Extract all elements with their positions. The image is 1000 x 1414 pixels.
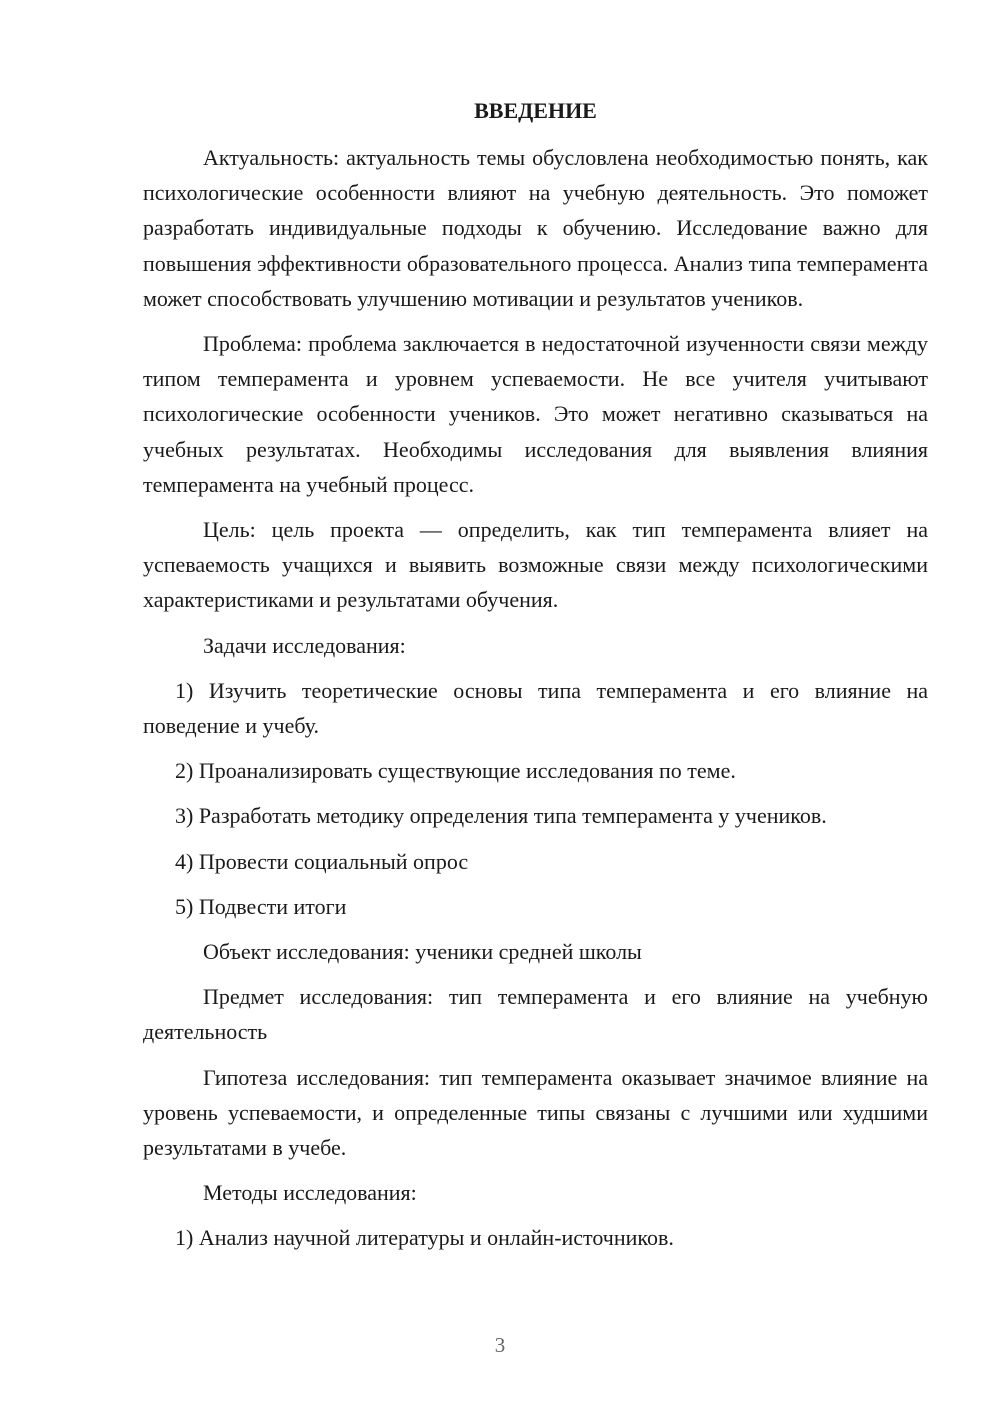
task-item-5: 5) Подвести итоги	[175, 893, 347, 919]
task-item-4: 4) Провести социальный опрос	[175, 848, 469, 874]
paragraph-methods-heading: Методы исследования:	[203, 1180, 417, 1206]
paragraph-tasks-heading: Задачи исследования:	[203, 632, 406, 658]
paragraph-subject: Предмет исследования: тип темперамента и его влияние на учебную деятельность	[143, 984, 928, 1045]
document-page	[143, 96, 928, 1256]
task-item-3: 3) Разработать методику определения типа темперамента у учеников.	[175, 803, 827, 829]
paragraph-hypothesis: Гипотеза исследования: тип темперамента оказывает значимое влияние на уровень успеваемости, и определенные типы связаны с лучшими или худшими результатами в учебе.	[143, 1064, 928, 1161]
task-item-1: 1) Изучить теоретические основы типа темперамента и его влияние на поведение и учебу.	[143, 677, 928, 739]
task-item-2: 2) Проанализировать существующие исследования по теме.	[175, 758, 736, 784]
paragraph-relevance: Актуальность: актуальность темы обусловлена необходимостью понять, как психологические особенности влияют на учебную деятельность. Это поможет разработать индивидуальные подходы к обучению. Исследование важно для повышения эффективности образовательного процесса. Анализ типа темперамента может способствовать улучшению мотивации и результатов учеников.	[143, 145, 928, 311]
page-number: 3	[494, 1333, 506, 1357]
paragraph-object: Объект исследования: ученики средней школы	[203, 939, 642, 965]
method-item-1: 1) Анализ научной литературы и онлайн-источников.	[175, 1225, 674, 1251]
section-title: ВВЕДЕНИЕ	[474, 98, 597, 123]
paragraph-goal: Цель: цель проекта — определить, как тип темперамента влияет на успеваемость учащихся и выявить возможные связи между психологическими характеристиками и результатами обучения.	[143, 517, 928, 613]
paragraph-problem: Проблема: проблема заключается в недостаточной изученности связи между типом темперамента и уровнем успеваемости. Не все учителя учитывают психологические особенности учеников. Это может негативно сказываться на учебных результатах. Необходимы исследования для выявления влияния темперамента на учебный процесс.	[143, 331, 928, 497]
